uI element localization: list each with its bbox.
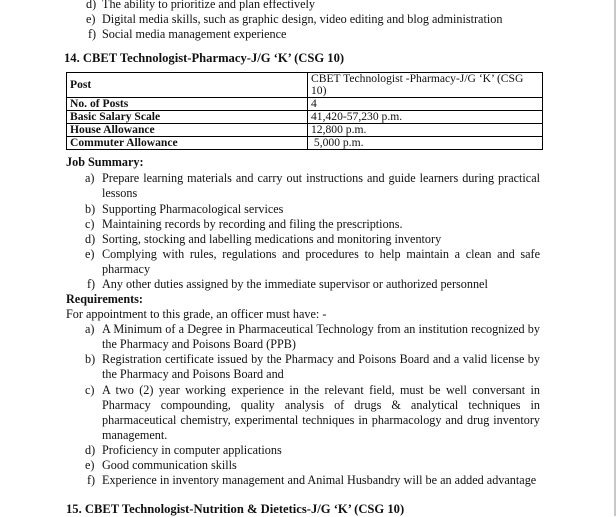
table-label-house-allowance: House Allowance [67, 124, 308, 137]
list-item: Social media management experience [102, 27, 287, 41]
requirement-item-cont: Pharmacy compounding, quality analysis of drugs & analytical techniques in [102, 398, 540, 412]
table-row [67, 137, 543, 150]
list-letter: c) [85, 217, 95, 231]
list-letter: b) [85, 352, 96, 366]
table-label-post: Post [67, 73, 308, 98]
requirement-item: A two (2) year working experience in the relevant field, must be well conversant in [102, 383, 540, 397]
list-letter: f) [88, 27, 97, 41]
list-letter: e) [85, 247, 95, 261]
table-value-basic-salary: 41,420-57,230 p.m. [308, 111, 543, 124]
requirement-item: Registration certificate issued by the Pharmacy and Poisons Board and a valid license by [102, 352, 540, 366]
list-letter: d) [85, 232, 96, 246]
job-summary-item-cont: pharmacy [102, 262, 151, 276]
job-summary-item: Any other duties assigned by the immediate supervisor or authorized personnel [102, 277, 488, 291]
job-summary-item: Sorting, stocking and labelling medications and monitoring inventory [102, 232, 442, 246]
table-label-commuter-allowance: Commuter Allowance [67, 137, 308, 150]
list-letter: b) [85, 202, 96, 216]
table-value-house-allowance: 12,800 p.m. [308, 124, 543, 137]
requirements-intro: For appointment to this grade, an officer must have: - [66, 307, 327, 321]
table-row [67, 73, 543, 98]
table-value-no-of-posts: 4 [308, 98, 543, 111]
requirement-item-cont: pharmaceutical chemistry, experimental techniques in pharmacology and drug inventory [102, 413, 540, 427]
table-value-post: CBET Technologist -Pharmacy-J/G ‘K’ (CSG 10) [308, 73, 543, 98]
requirement-item: Proficiency in computer applications [102, 443, 282, 457]
job-summary-item: Maintaining records by recording and filing the prescriptions. [102, 217, 403, 231]
list-item: The ability to prioritize and plan effectively [102, 0, 315, 11]
requirements-heading: Requirements: [66, 292, 143, 306]
table-label-basic-salary: Basic Salary Scale [67, 111, 308, 124]
table-label-no-of-posts: No. of Posts [67, 98, 308, 111]
job-summary-item: Prepare learning materials and carry out instructions and guide learners during practical [102, 171, 540, 185]
list-letter: a) [85, 171, 95, 185]
list-item: Digital media skills, such as graphic design, video editing and blog administration [102, 12, 503, 26]
requirement-item: Good communication skills [102, 458, 237, 472]
table-row [67, 124, 543, 137]
table-value-commuter-allowance: 5,000 p.m. [308, 137, 543, 150]
list-letter: f) [87, 473, 96, 487]
requirement-item: A Minimum of a Degree in Pharmaceutical Technology from an institution recognized by [102, 322, 540, 336]
list-letter: e) [85, 458, 95, 472]
list-letter: c) [85, 383, 95, 397]
list-letter: d) [85, 443, 96, 457]
list-letter: e) [86, 12, 96, 26]
requirement-item-cont: the Pharmacy and Poisons Board and [102, 367, 284, 381]
job-summary-item-cont: lessons [102, 186, 138, 200]
requirement-item-cont: the Pharmacy and Poisons Board (PPB) [102, 337, 296, 351]
requirement-item: Experience in inventory management and Animal Husbandry will be an added advantage [102, 473, 537, 487]
job-summary-item: Complying with rules, regulations and procedures to help maintain a clean and safe [102, 247, 540, 261]
section-14-title: 14. CBET Technologist-Pharmacy-J/G ‘K’ (CSG 10) [64, 51, 345, 65]
job-summary-heading: Job Summary: [66, 155, 144, 169]
post-details-table [66, 72, 543, 150]
table-row [67, 111, 543, 124]
list-letter: d) [86, 0, 97, 11]
list-letter: a) [85, 322, 95, 336]
job-summary-item: Supporting Pharmacological services [102, 202, 284, 216]
list-letter: f) [87, 277, 96, 291]
requirement-item-cont: management. [102, 428, 168, 442]
table-row [67, 98, 543, 111]
section-15-title: 15. CBET Technologist-Nutrition & Dietetics-J/G ‘K’ (CSG 10) [66, 502, 405, 516]
